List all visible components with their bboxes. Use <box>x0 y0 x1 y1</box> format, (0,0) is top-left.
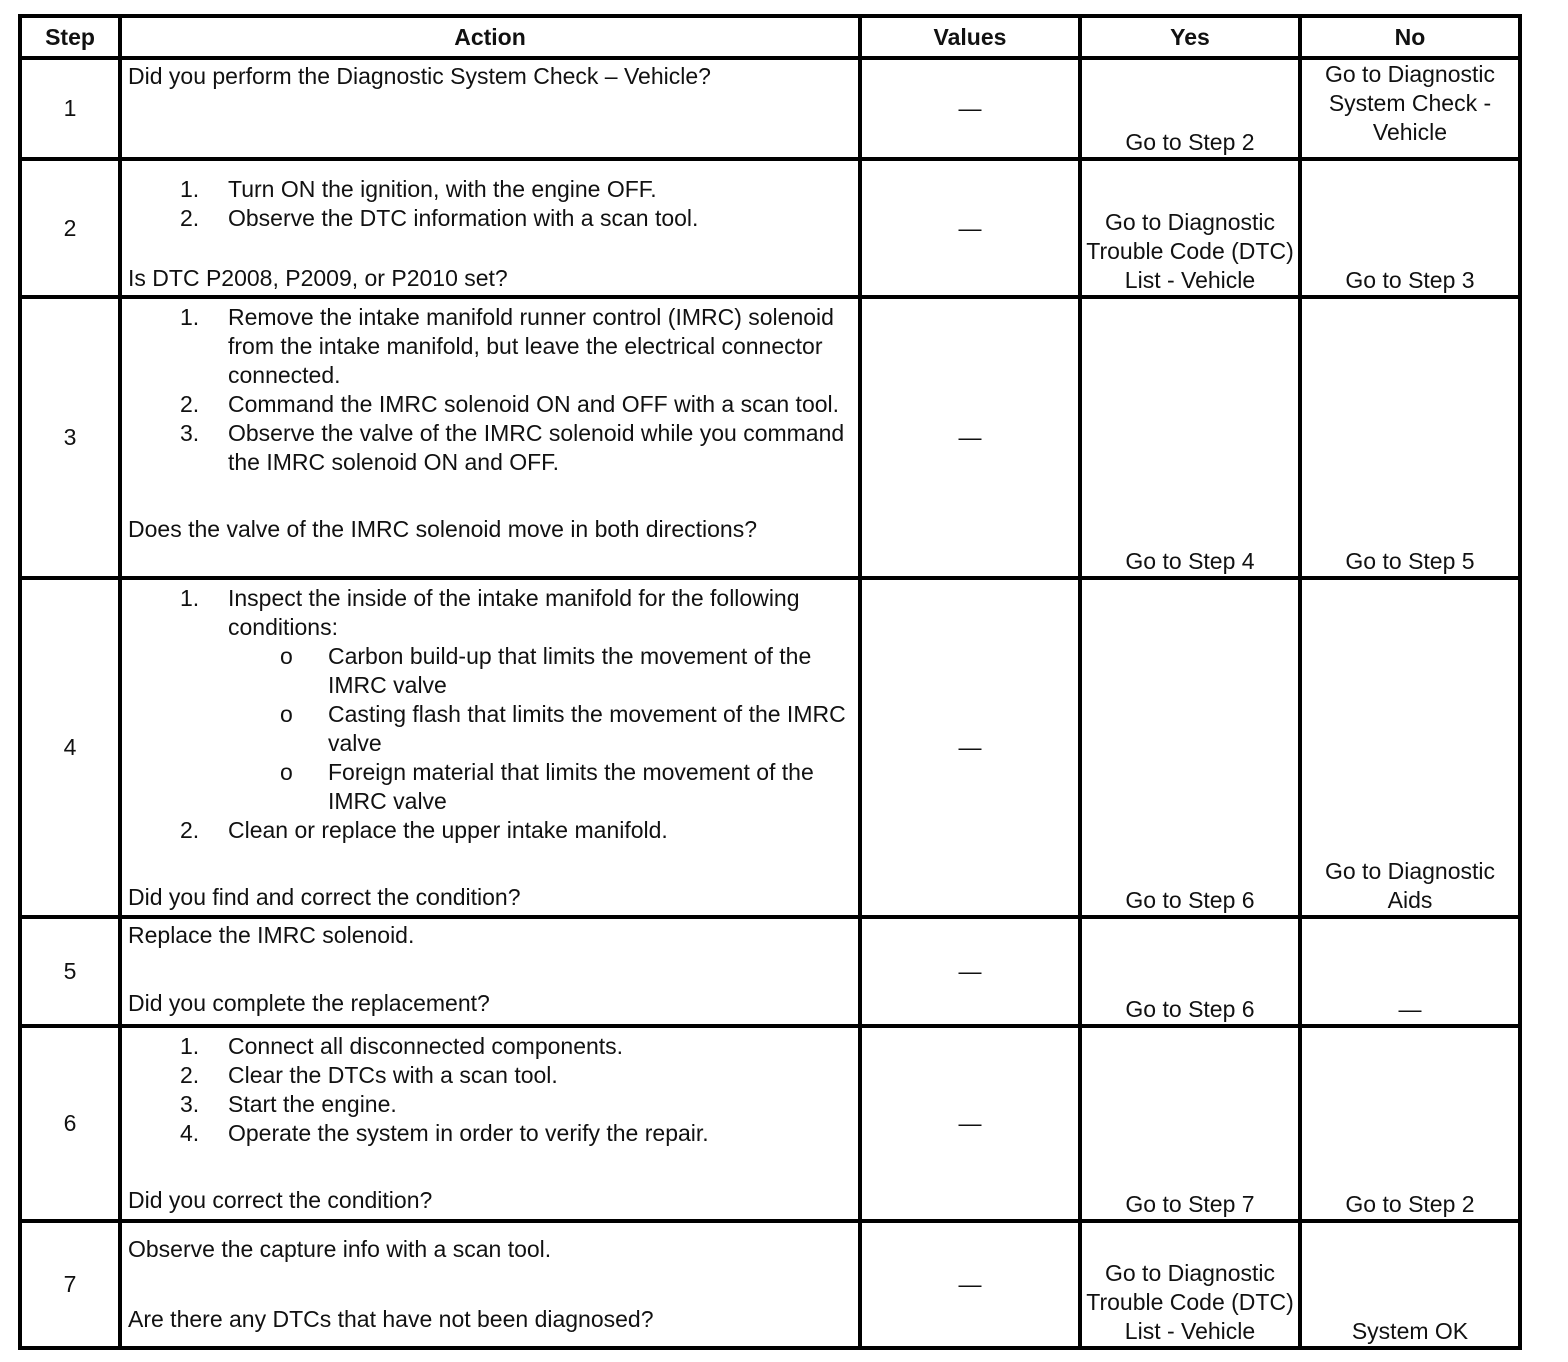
action-question: Did you find and correct the condition? <box>128 884 521 910</box>
yes-cell: Go to Step 6 <box>1080 917 1300 1026</box>
step-number: 5 <box>20 917 120 1026</box>
table-row <box>20 159 1520 297</box>
action-intro: Replace the IMRC solenoid. <box>128 922 415 948</box>
list-item: 2. Command the IMRC solenoid ON and OFF with a scan tool. <box>180 391 840 417</box>
list-item: o Casting flash that limits the movement of the IMRC valve <box>280 701 846 756</box>
step-number: 6 <box>20 1026 120 1221</box>
action-question: Are there any DTCs that have not been diagnosed? <box>128 1306 654 1332</box>
action-cell <box>120 1026 860 1221</box>
table-row <box>20 578 1520 917</box>
step-number: 3 <box>20 297 120 578</box>
action-steps <box>128 584 852 845</box>
header-row <box>20 16 1520 58</box>
list-item: 3. Observe the valve of the IMRC solenoid while you command the IMRC solenoid ON and OFF. <box>180 420 845 475</box>
list-item: 1. Remove the intake manifold runner control (IMRC) solenoid from the intake manifold, but leave the electrical connector connected. <box>180 304 834 388</box>
list-item: 1. Turn ON the ignition, with the engine OFF. <box>180 176 657 202</box>
header-no: No <box>1300 16 1520 58</box>
yes-cell: Go to Step 2 <box>1080 58 1300 159</box>
header-yes: Yes <box>1080 16 1300 58</box>
list-item: 1. Connect all disconnected components. <box>180 1033 624 1059</box>
values-cell: — <box>860 159 1080 297</box>
yes-cell: Go to Step 7 <box>1080 1026 1300 1221</box>
yes-cell: Go to Step 4 <box>1080 297 1300 578</box>
table-row <box>20 297 1520 578</box>
action-cell <box>120 159 860 297</box>
action-question: Did you correct the condition? <box>128 1187 433 1213</box>
header-values: Values <box>860 16 1080 58</box>
condition-list <box>228 642 852 816</box>
values-cell: — <box>860 917 1080 1026</box>
list-item: 2. Clear the DTCs with a scan tool. <box>180 1062 558 1088</box>
values-cell: — <box>860 578 1080 917</box>
diagnostic-table <box>18 14 1522 1350</box>
no-cell: — <box>1300 917 1520 1026</box>
table-row <box>20 1026 1520 1221</box>
step-number: 7 <box>20 1221 120 1348</box>
list-item: o Carbon build-up that limits the movement of the IMRC valve <box>280 643 812 698</box>
action-intro: Observe the capture info with a scan tool. <box>128 1236 552 1262</box>
header-step: Step <box>20 16 120 58</box>
values-cell: — <box>860 297 1080 578</box>
action-cell <box>120 58 860 159</box>
action-steps <box>128 175 852 233</box>
list-item: o Foreign material that limits the movement of the IMRC valve <box>280 759 814 814</box>
step-number: 1 <box>20 58 120 159</box>
table-row <box>20 917 1520 1026</box>
yes-cell: Go to Diagnostic Trouble Code (DTC) List - Vehicle <box>1080 159 1300 297</box>
no-cell: Go to Step 5 <box>1300 297 1520 578</box>
action-cell <box>120 1221 860 1348</box>
list-item: 4. Operate the system in order to verify the repair. <box>180 1120 709 1146</box>
action-cell <box>120 578 860 917</box>
yes-cell: Go to Step 6 <box>1080 578 1300 917</box>
no-cell: Go to Diagnostic System Check - Vehicle <box>1300 58 1520 159</box>
list-item: 1. Inspect the inside of the intake manifold for the following conditions: o Carbon build-up that limits the movement of the IMRC valve o Casting flash that limits the movement of the IMRC valve o Foreign material that limits the movement of the IMRC valve <box>180 584 852 816</box>
action-cell <box>120 917 860 1026</box>
no-cell: Go to Step 3 <box>1300 159 1520 297</box>
list-item: 3. Start the engine. <box>180 1091 397 1117</box>
table-row <box>20 58 1520 159</box>
list-item: 2. Clean or replace the upper intake manifold. <box>180 817 668 843</box>
step-number: 4 <box>20 578 120 917</box>
no-cell: Go to Step 2 <box>1300 1026 1520 1221</box>
action-intro: Did you perform the Diagnostic System Check – Vehicle? <box>128 63 711 89</box>
action-steps <box>128 1032 852 1148</box>
values-cell: — <box>860 1221 1080 1348</box>
step-number: 2 <box>20 159 120 297</box>
yes-cell: Go to Diagnostic Trouble Code (DTC) List - Vehicle <box>1080 1221 1300 1348</box>
header-action: Action <box>120 16 860 58</box>
no-cell: System OK <box>1300 1221 1520 1348</box>
values-cell: — <box>860 58 1080 159</box>
action-cell <box>120 297 860 578</box>
action-question: Did you complete the replacement? <box>128 990 490 1016</box>
list-item: 2. Observe the DTC information with a scan tool. <box>180 205 699 231</box>
values-cell: — <box>860 1026 1080 1221</box>
table-row <box>20 1221 1520 1348</box>
action-question: Is DTC P2008, P2009, or P2010 set? <box>128 265 508 291</box>
action-question: Does the valve of the IMRC solenoid move in both directions? <box>128 516 757 542</box>
action-steps <box>128 303 852 477</box>
no-cell: Go to Diagnostic Aids <box>1300 578 1520 917</box>
